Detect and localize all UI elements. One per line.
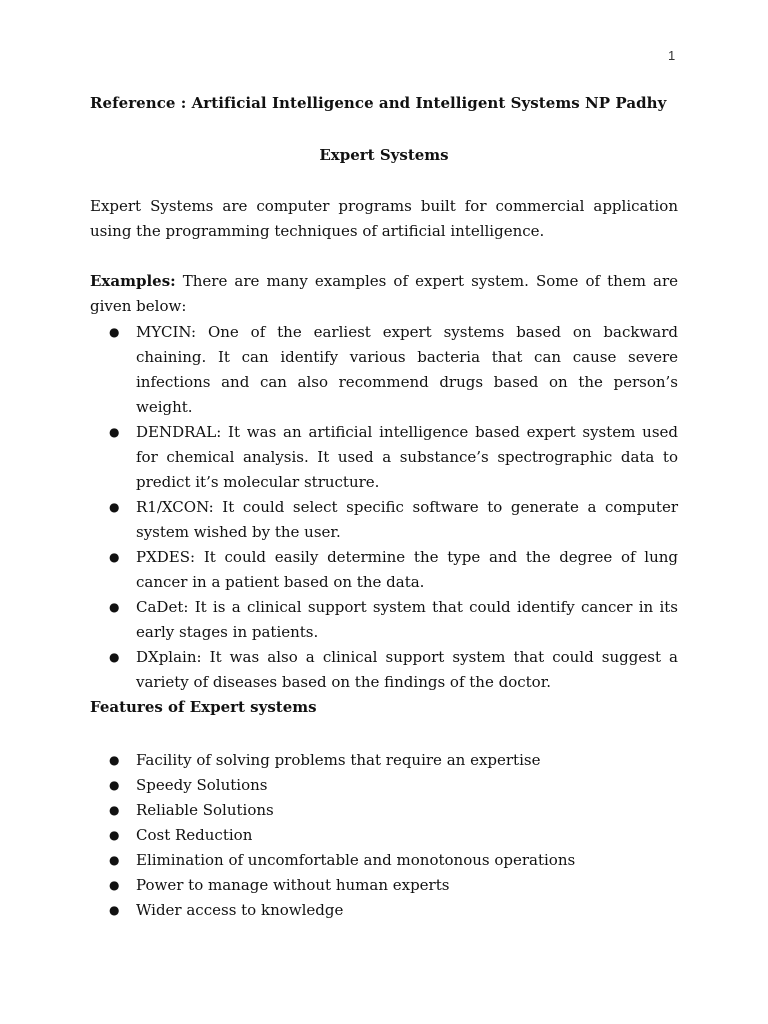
feature-reliable: Reliable Solutions xyxy=(136,801,274,819)
example-dendral: DENDRAL: It was an artificial intelligence based expert system used for chemical analysis. It used a substance’s spectrographic data to predict it’s molecular structure. xyxy=(136,423,678,491)
list-item xyxy=(90,898,678,923)
bullet-icon: ● xyxy=(109,753,120,767)
bullet-icon: ● xyxy=(109,828,120,842)
bullet-icon: ● xyxy=(109,425,120,439)
example-pxdes: PXDES: It could easily determine the type and the degree of lung cancer in a patient based on the data. xyxy=(136,548,678,591)
list-item xyxy=(90,495,678,545)
bullet-icon: ● xyxy=(109,550,120,564)
list-item xyxy=(90,848,678,873)
bullet-icon: ● xyxy=(109,650,120,664)
list-item xyxy=(90,798,678,823)
bullet-icon: ● xyxy=(109,778,120,792)
examples-paragraph xyxy=(90,269,678,319)
example-dxplain: DXplain: It was also a clinical support system that could suggest a variety of diseases based on the findings of the doctor. xyxy=(136,648,678,691)
list-item xyxy=(90,545,678,595)
feature-power: Power to manage without human experts xyxy=(136,876,450,894)
list-item xyxy=(90,823,678,848)
examples-text: There are many examples of expert system. Some of them are given below: xyxy=(90,272,678,315)
bullet-icon: ● xyxy=(109,600,120,614)
feature-expertise: Facility of solving problems that require an expertise xyxy=(136,751,541,769)
reference-line: Reference : Artificial Intelligence and Intelligent Systems NP Padhy xyxy=(90,94,667,112)
list-item xyxy=(90,748,678,773)
list-item xyxy=(90,420,678,495)
list-item xyxy=(90,320,678,420)
bullet-icon: ● xyxy=(109,878,120,892)
list-item xyxy=(90,773,678,798)
examples-label: Examples: xyxy=(90,272,176,290)
bullet-icon: ● xyxy=(109,903,120,917)
bullet-icon: ● xyxy=(109,325,120,339)
bullet-icon: ● xyxy=(109,500,120,514)
examples-list xyxy=(90,320,678,695)
page-number: 1 xyxy=(668,48,676,63)
list-item xyxy=(90,595,678,645)
example-cadet: CaDet: It is a clinical support system that could identify cancer in its early stages in patients. xyxy=(136,598,678,641)
feature-access: Wider access to knowledge xyxy=(136,901,344,919)
example-mycin: MYCIN: One of the earliest expert systems based on backward chaining. It can identify various bacteria that can cause severe infections and can also recommend drugs based on the person’s weight. xyxy=(136,323,678,416)
example-r1-xcon: R1/XCON: It could select specific software to generate a computer system wished by the user. xyxy=(136,498,678,541)
feature-elimination: Elimination of uncomfortable and monotonous operations xyxy=(136,851,576,869)
feature-cost: Cost Reduction xyxy=(136,826,253,844)
list-item xyxy=(90,645,678,695)
feature-speedy: Speedy Solutions xyxy=(136,776,268,794)
intro-paragraph: Expert Systems are computer programs built for commercial application using the programming techniques of artificial intelligence. xyxy=(90,197,678,240)
features-heading: Features of Expert systems xyxy=(90,698,317,716)
bullet-icon: ● xyxy=(109,853,120,867)
bullet-icon: ● xyxy=(109,803,120,817)
list-item xyxy=(90,873,678,898)
document-title: Expert Systems xyxy=(319,146,449,164)
features-list xyxy=(90,748,678,923)
